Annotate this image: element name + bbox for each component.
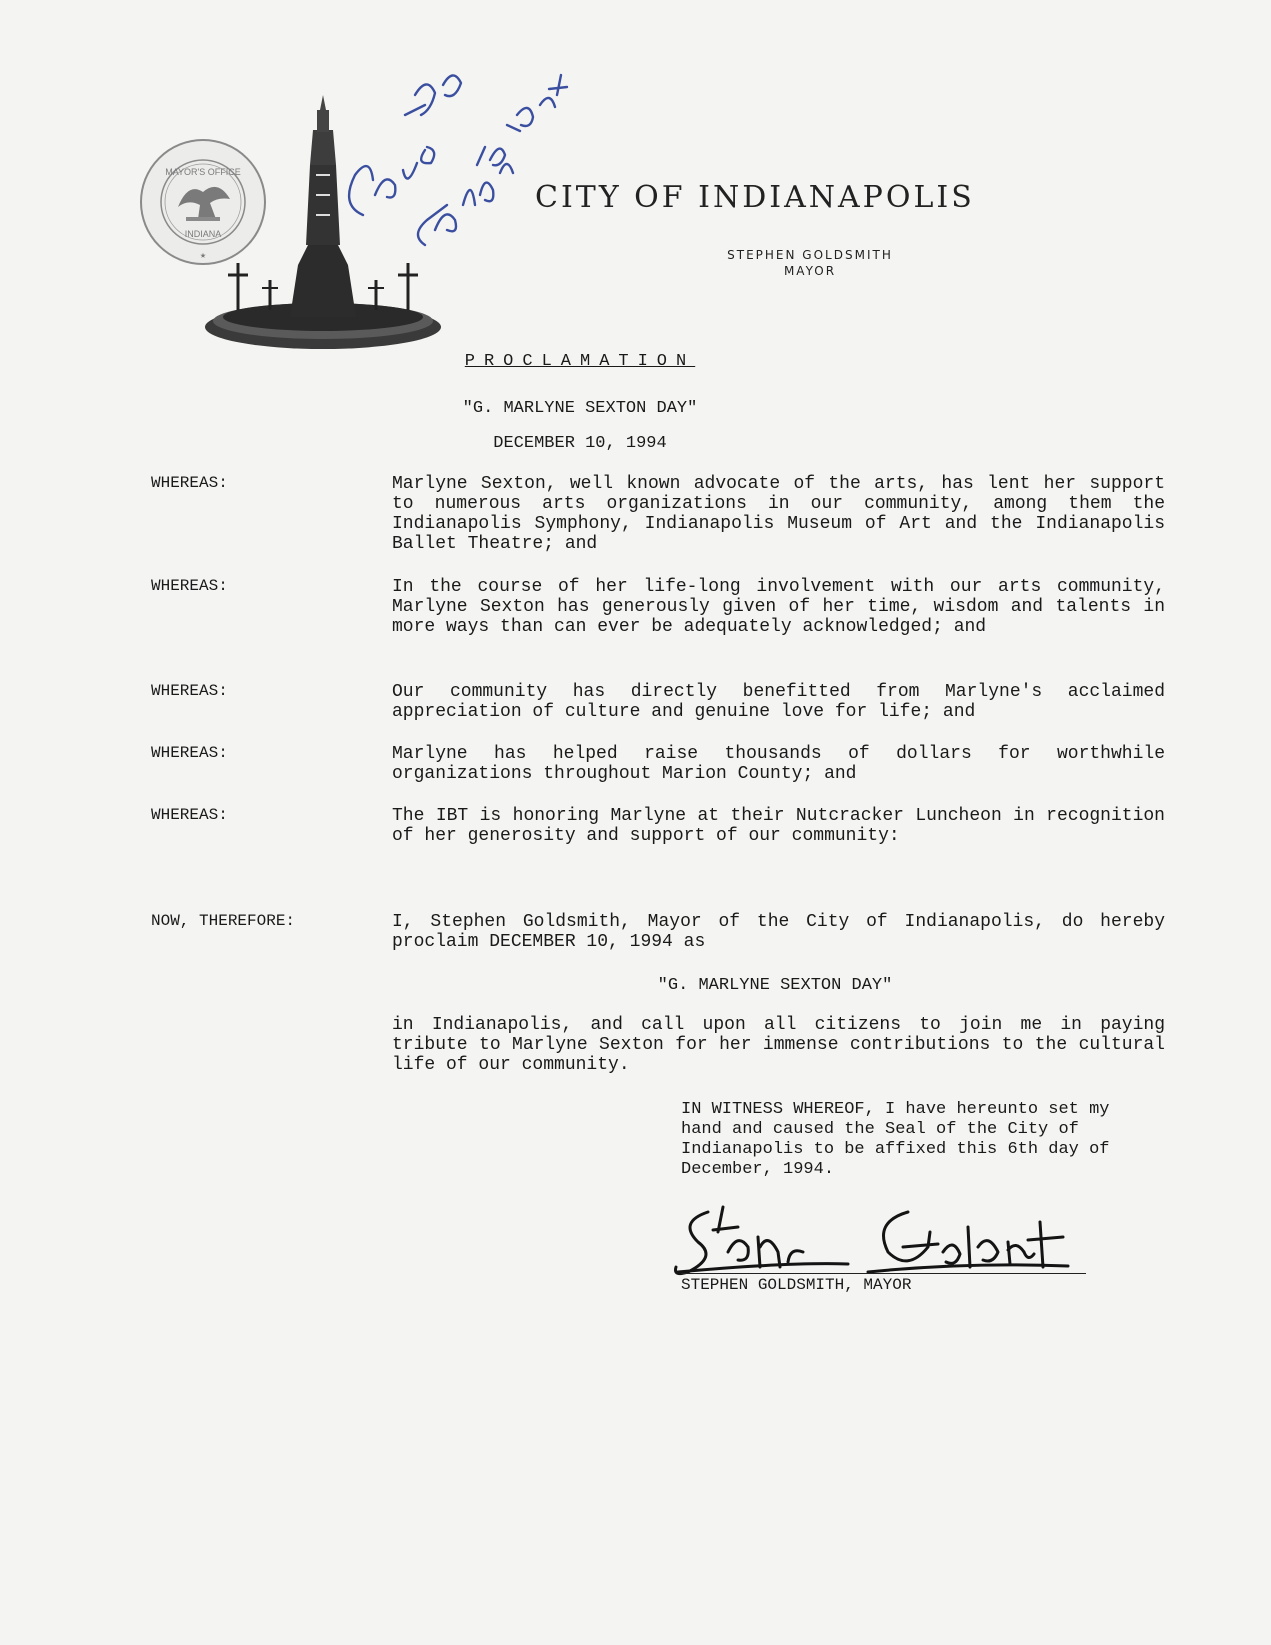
witness-clause: IN WITNESS WHEREOF, I have hereunto set my hand and caused the Seal of the City of Indianapolis to be affixed this 6th day of December, 1994.	[681, 1100, 1110, 1179]
whereas-clause: Our community has directly benefitted from Marlyne's acclaimed appreciation of culture and genuine love for life; and	[392, 682, 1165, 722]
signature-line	[681, 1273, 1086, 1274]
signature	[668, 1192, 1088, 1282]
proclamation-date: DECEMBER 10, 1994	[493, 434, 667, 453]
whereas-label: WHEREAS:	[151, 806, 228, 824]
whereas-label: WHEREAS:	[151, 682, 228, 700]
mayor-name: STEPHEN GOLDSMITH	[727, 248, 893, 262]
therefore-clause: I, Stephen Goldsmith, Mayor of the City of Indianapolis, do hereby proclaim DECEMBER 10, 1994 as	[392, 912, 1165, 952]
handwritten-note	[335, 55, 575, 265]
whereas-label: WHEREAS:	[151, 744, 228, 762]
whereas-label: WHEREAS:	[151, 474, 228, 492]
whereas-clause: The IBT is honoring Marlyne at their Nutcracker Luncheon in recognition of her generosity and support of our community:	[392, 806, 1165, 846]
svg-text:MAYOR'S OFFICE: MAYOR'S OFFICE	[165, 167, 241, 177]
day-title: "G. MARLYNE SEXTON DAY"	[462, 399, 698, 418]
city-name-heading: CITY OF INDIANAPOLIS	[535, 180, 975, 215]
whereas-clause: Marlyne has helped raise thousands of dollars for worthwhile organizations throughout Marion County; and	[392, 744, 1165, 784]
whereas-clause: In the course of her life-long involvement with our arts community, Marlyne Sexton has generously given of her time, wisdom and talents in more ways than can ever be adequately acknowledged; and	[392, 577, 1165, 637]
signer-name: STEPHEN GOLDSMITH, MAYOR	[681, 1276, 912, 1294]
whereas-label: WHEREAS:	[151, 577, 228, 595]
mayor-title: MAYOR	[783, 264, 837, 278]
closing-clause: in Indianapolis, and call upon all citizens to join me in paying tribute to Marlyne Sexton for her immense contributions to the cultural life of our community.	[392, 1015, 1165, 1075]
day-title-repeat: "G. MARLYNE SEXTON DAY"	[657, 976, 893, 995]
proclamation-heading: PROCLAMATION	[464, 352, 696, 371]
whereas-clause: Marlyne Sexton, well known advocate of the arts, has lent her support to numerous arts organizations in our community, among them the Indianapolis Symphony, Indianapolis Museum of Art and the Indianapolis Ballet Theatre; and	[392, 474, 1165, 554]
svg-text:★: ★	[199, 251, 207, 262]
therefore-label: NOW, THEREFORE:	[151, 912, 296, 930]
svg-text:INDIANA: INDIANA	[184, 229, 222, 239]
